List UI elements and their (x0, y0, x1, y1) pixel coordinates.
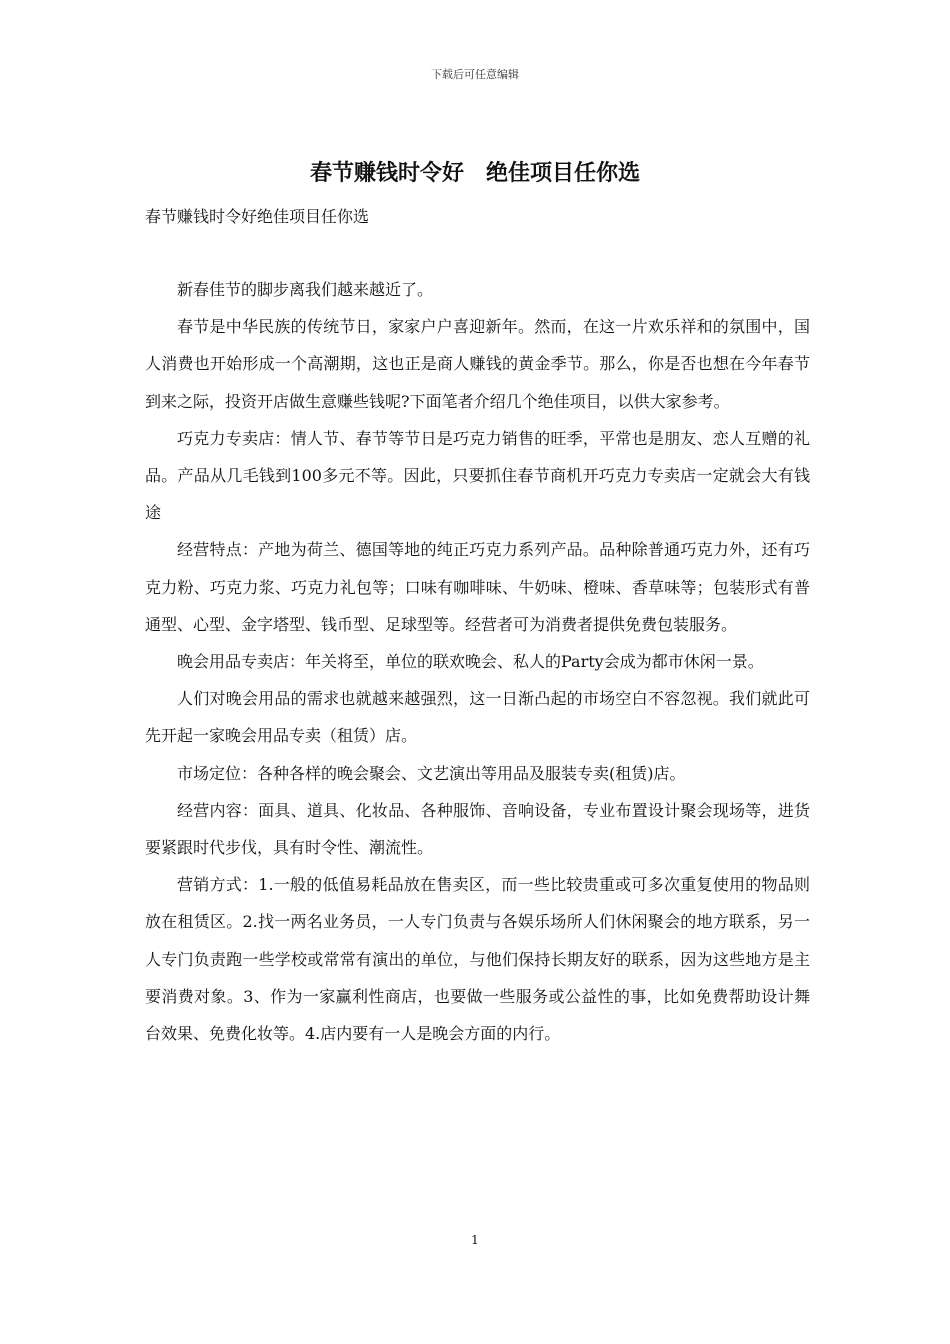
paragraph-market-positioning: 市场定位：各种各样的晚会聚会、文艺演出等用品及服装专卖(租赁)店。 (177, 763, 686, 783)
document-subtitle: 春节赚钱时令好绝佳项目任你选 (145, 207, 370, 226)
document-body (145, 271, 810, 1052)
paragraph-intro: 新春佳节的脚步离我们越来越近了。 (177, 280, 434, 299)
paragraph-marketing-methods: 营销方式：1.一般的低值易耗品放在售卖区，而一些比较贵重或可多次重复使用的物品则放在租赁区。2.找一两名业务员，一人专门负责与各娱乐场所人们休闲聚会的地方联系，另一人专门负责跑一些学校或常常有演出的单位，与他们保持长期友好的联系，因为这些地方是主要消费对象。3、作为一家赢利性商店，也要做一些服务或公益性的事，比如免费帮助设计舞台效果、免费化妆等。4.店内要有一人是晚会方面的内行。 (145, 875, 810, 1044)
document-title: 春节赚钱时令好 绝佳项目任你选 (309, 160, 640, 186)
paragraph-chocolate-store: 巧克力专卖店：情人节、春节等节日是巧克力销售的旺季，平常也是朋友、恋人互赠的礼品。产品从几毛钱到100多元不等。因此，只要抓住春节商机开巧克力专卖店一定就会大有钱途 (145, 428, 810, 523)
paragraph-party-store: 晚会用品专卖店：年关将至，单位的联欢晚会、私人的Party会成为都市休闲一景。 (177, 652, 764, 672)
paragraph-business-features: 经营特点：产地为荷兰、德国等地的纯正巧克力系列产品。品种除普通巧克力外，还有巧克力粉、巧克力浆、巧克力礼包等；口味有咖啡味、牛奶味、橙味、香草味等；包装形式有普通型、心型、金字塔型、钱币型、足球型等。经营者可为消费者提供免费包装服务。 (145, 540, 810, 634)
paragraph-market-demand: 人们对晚会用品的需求也就越来越强烈，这一日渐凸起的市场空白不容忽视。我们就此可先开起一家晚会用品专卖（租赁）店。 (145, 689, 810, 746)
paragraph-spring-festival: 春节是中华民族的传统节日，家家户户喜迎新年。然而，在这一片欢乐祥和的氛围中，国人消费也开始形成一个高潮期，这也正是商人赚钱的黄金季节。那么，你是否也想在今年春节到来之际，投资开店做生意赚些钱呢?下面笔者介绍几个绝佳项目，以供大家参考。 (145, 317, 810, 411)
paragraph-business-content: 经营内容：面具、道具、化妆品、各种服饰、音响设备，专业布置设计聚会现场等，进货要紧跟时代步伐，具有时令性、潮流性。 (145, 800, 810, 858)
page-number: 1 (471, 1233, 479, 1247)
page-header: 下载后可任意编辑 (431, 68, 519, 81)
